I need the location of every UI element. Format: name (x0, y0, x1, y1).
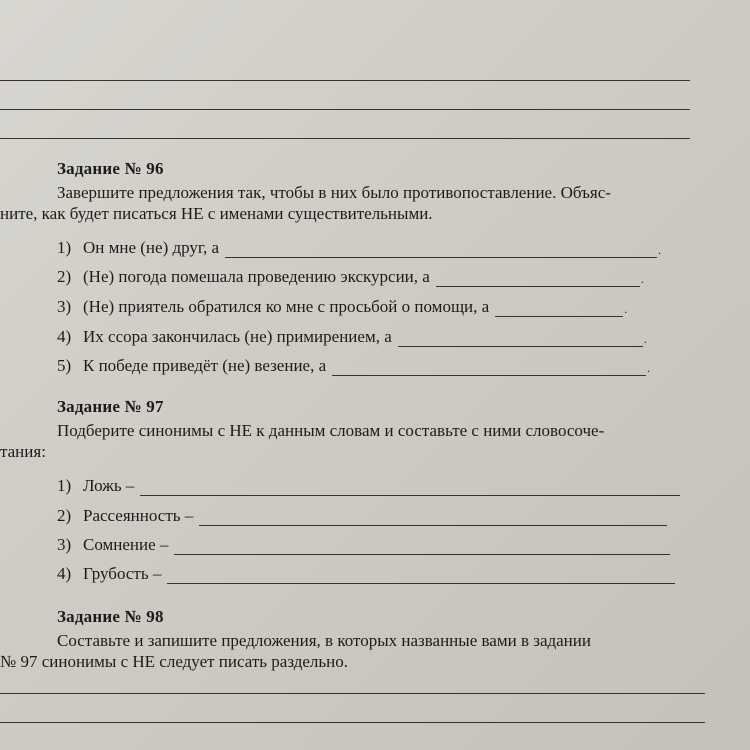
answer-blank[interactable] (436, 270, 640, 287)
item-text: Он мне (не) друг, а (83, 238, 220, 257)
answer-blank[interactable] (174, 538, 670, 555)
task-97-instruction (0, 420, 705, 462)
answer-blank[interactable] (495, 300, 623, 317)
task-96-item (57, 297, 627, 317)
task-97-item (57, 476, 680, 496)
task-97-heading: Задание № 97 (57, 397, 164, 416)
item-text: (Не) погода помешала проведению экскурсии, а (83, 267, 430, 286)
item-number: 5) (57, 356, 72, 375)
writing-line (0, 722, 705, 723)
end-mark: . (647, 361, 651, 375)
item-text: Ложь – (83, 476, 135, 495)
answer-blank[interactable] (140, 479, 680, 496)
task-98-instruction (0, 630, 705, 672)
item-number: 1) (57, 238, 72, 257)
task-96-item (57, 356, 650, 376)
task-96-heading: Задание № 96 (57, 159, 164, 178)
answer-blank[interactable] (167, 567, 675, 584)
answer-blank[interactable] (199, 509, 667, 526)
end-mark: . (624, 302, 628, 316)
task-96-item (57, 238, 661, 258)
item-text: Рассеянность – (83, 506, 194, 525)
item-number: 3) (57, 535, 72, 554)
task-97-item (57, 535, 670, 555)
task-96-instruction (0, 182, 705, 224)
item-text: (Не) приятель обратился ко мне с просьбой о помощи, а (83, 297, 490, 316)
task-96-item (57, 267, 644, 287)
writing-line (0, 109, 690, 110)
writing-line (0, 138, 690, 139)
instruction-line: Завершите предложения так, чтобы в них было противопоставление. Объяс- (57, 183, 611, 202)
instruction-line: № 97 синонимы с НЕ следует писать раздельно. (0, 652, 349, 671)
task-97-item (57, 564, 675, 584)
task-98-heading: Задание № 98 (57, 607, 164, 626)
answer-blank[interactable] (332, 359, 646, 376)
item-text: К победе приведёт (не) везение, а (83, 356, 327, 375)
item-text: Их ссора закончилась (не) примирением, а (83, 327, 392, 346)
end-mark: . (640, 272, 644, 286)
item-number: 2) (57, 506, 72, 525)
item-text: Грубость – (83, 564, 162, 583)
instruction-line: тания: (0, 442, 46, 461)
item-number: 4) (57, 327, 72, 346)
task-96-item (57, 327, 647, 347)
end-mark: . (643, 332, 647, 346)
writing-line (0, 693, 705, 694)
item-number: 1) (57, 476, 72, 495)
item-text: Сомнение – (83, 535, 169, 554)
task-97-item (57, 506, 667, 526)
item-number: 4) (57, 564, 72, 583)
writing-line (0, 80, 690, 81)
instruction-line: ните, как будет писаться НЕ с именами существительными. (0, 204, 433, 223)
instruction-line: Составьте и запишите предложения, в которых названные вами в задании (57, 631, 591, 650)
answer-blank[interactable] (225, 241, 657, 258)
item-number: 2) (57, 267, 72, 286)
instruction-line: Подберите синонимы с НЕ к данным словам и составьте с ними словосоче- (57, 421, 605, 440)
end-mark: . (658, 243, 662, 257)
item-number: 3) (57, 297, 72, 316)
answer-blank[interactable] (398, 330, 643, 347)
